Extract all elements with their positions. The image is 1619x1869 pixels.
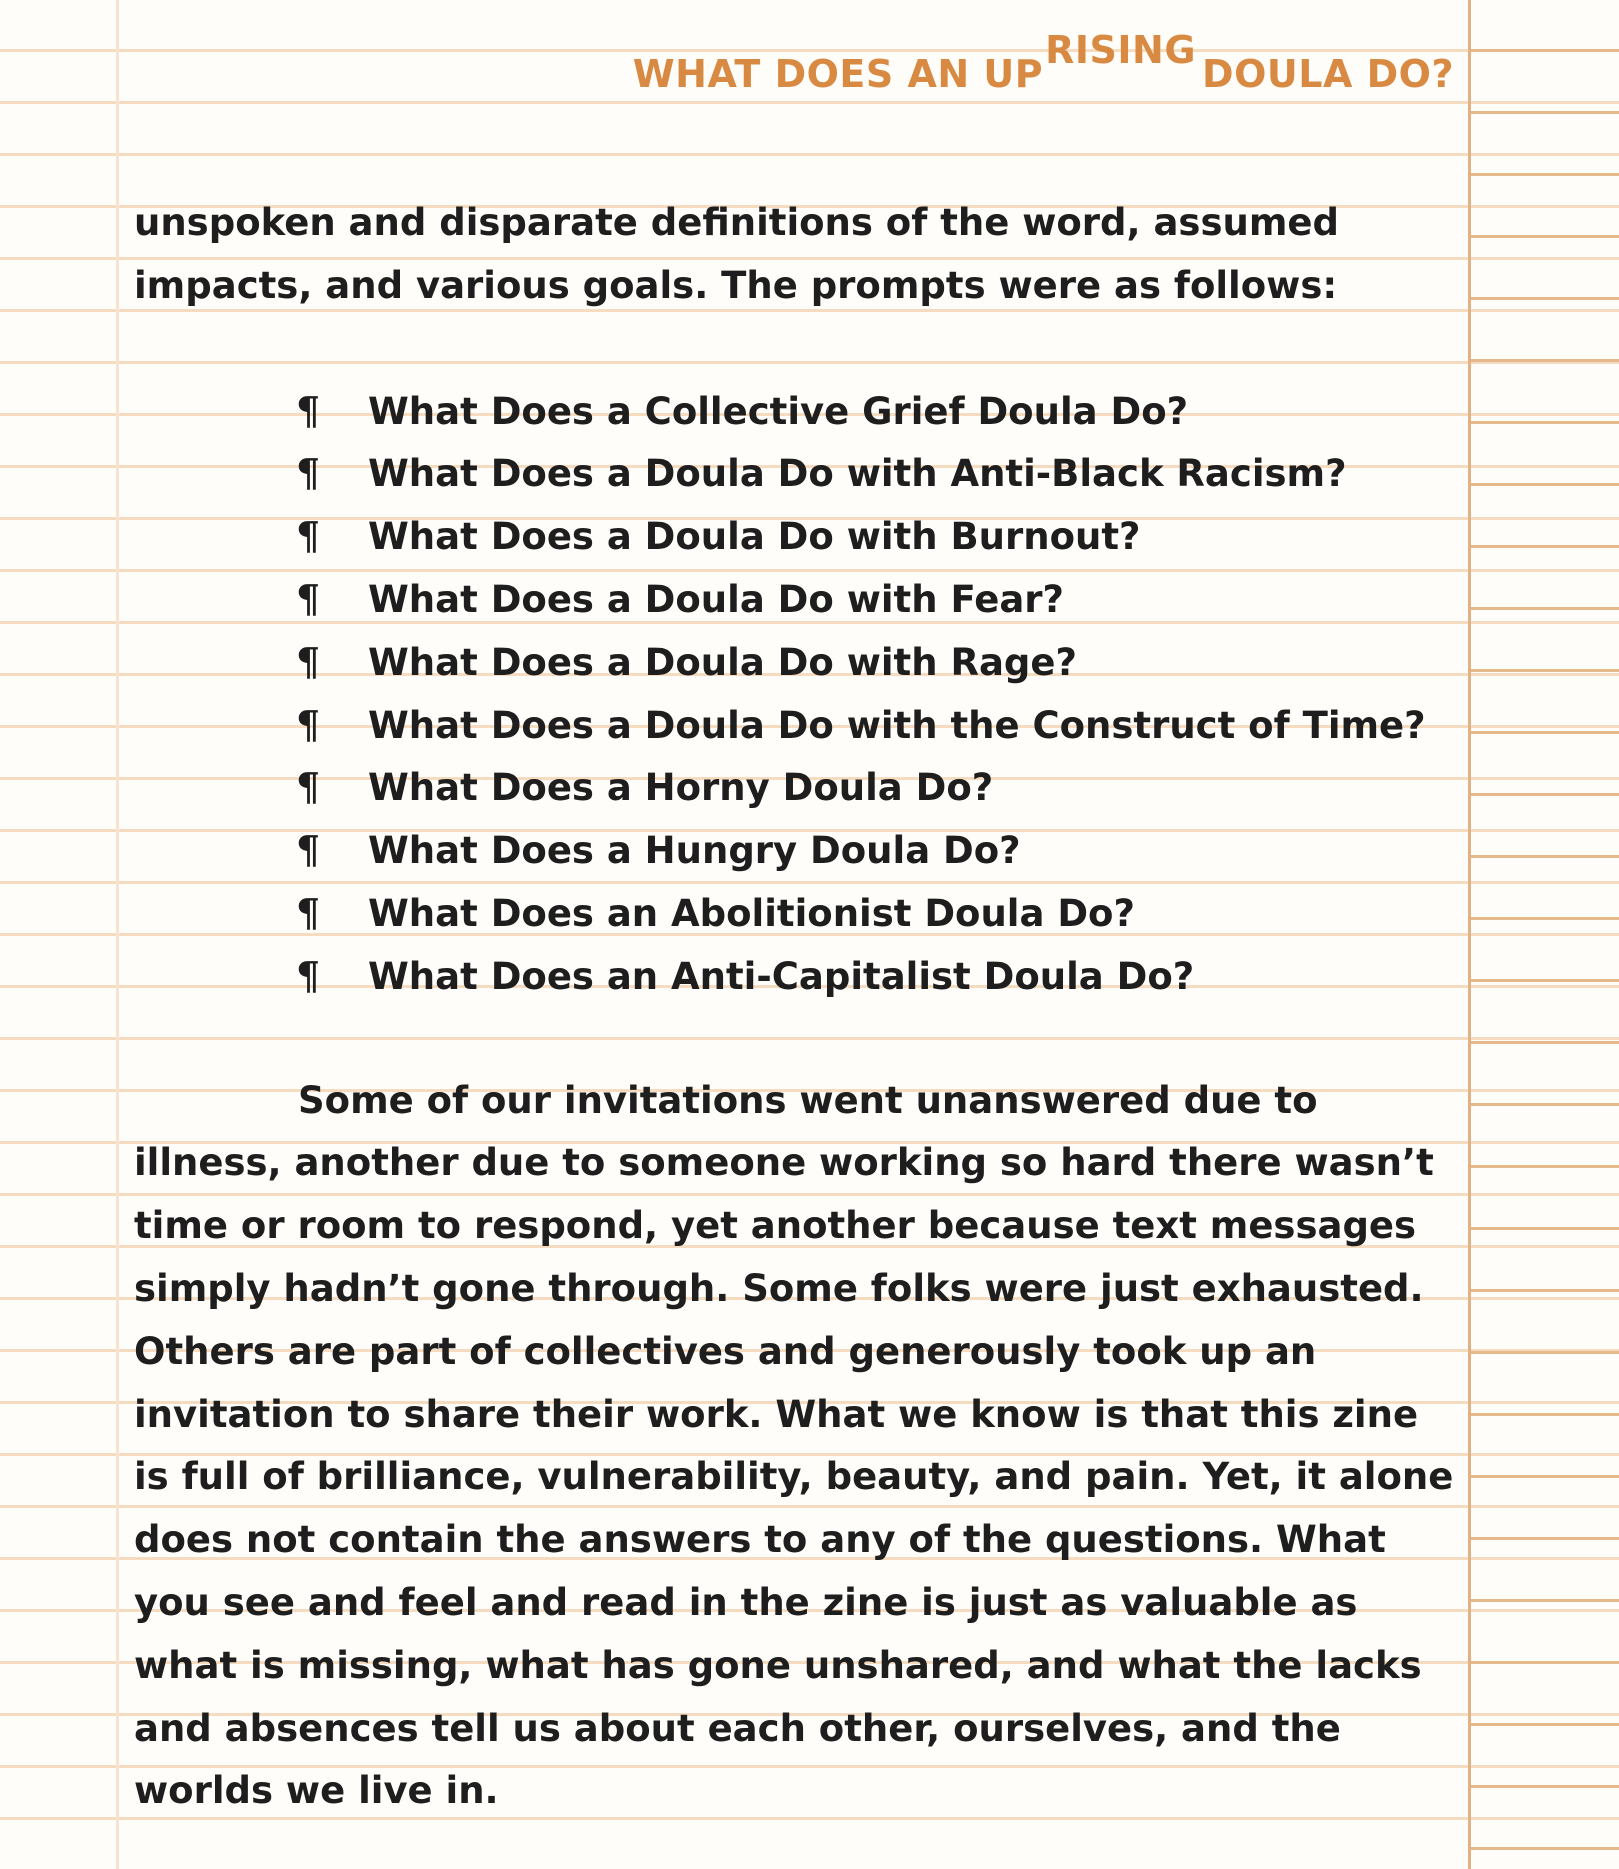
header-title-superscript: RISING xyxy=(1045,28,1197,72)
closing-line: does not contain the answers to any of the questions. What xyxy=(134,1518,1386,1562)
body-text xyxy=(134,192,1464,1823)
pilcrow-icon: ¶ xyxy=(296,952,321,998)
pilcrow-icon: ¶ xyxy=(296,387,321,433)
pilcrow-icon: ¶ xyxy=(296,889,321,935)
list-item xyxy=(134,694,1464,757)
prompt-text: What Does a Hungry Doula Do? xyxy=(368,829,1021,873)
prompt-text: What Does a Doula Do with the Construct of Time? xyxy=(368,703,1426,747)
closing-line: invitation to share their work. What we know is that this zine xyxy=(134,1392,1419,1436)
closing-line: illness, another due to someone working so hard there wasn’t xyxy=(134,1141,1434,1185)
prompt-text: What Does an Anti-Capitalist Doula Do? xyxy=(368,954,1195,998)
list-item xyxy=(134,505,1464,568)
prompt-text: What Does a Doula Do with Burnout? xyxy=(368,515,1141,559)
closing-line-text: Some of our invitations went unanswered due to xyxy=(298,1078,1318,1122)
closing-line: and absences tell us about each other, ourselves, and the xyxy=(134,1706,1341,1750)
pilcrow-icon: ¶ xyxy=(296,701,321,747)
header-title-part2: DOULA DO? xyxy=(1202,52,1454,96)
right-margin-line xyxy=(1468,0,1471,1869)
closing-line: you see and feel and read in the zine is just as valuable as xyxy=(134,1580,1358,1624)
list-item xyxy=(134,756,1464,819)
closing-line: time or room to respond, yet another because text messages xyxy=(134,1204,1417,1248)
prompt-text: What Does a Doula Do with Rage? xyxy=(368,640,1077,684)
list-item xyxy=(134,568,1464,631)
intro-line: impacts, and various goals. The prompts were as follows: xyxy=(134,263,1338,307)
closing-line xyxy=(134,1070,1464,1133)
pilcrow-icon: ¶ xyxy=(296,450,321,496)
pilcrow-icon: ¶ xyxy=(296,575,321,621)
page-header xyxy=(632,28,1454,96)
prompt-text: What Does a Horny Doula Do? xyxy=(368,766,994,810)
header-title-part1: WHAT DOES AN UP xyxy=(632,52,1044,96)
list-item xyxy=(134,380,1464,443)
intro-line: unspoken and disparate definitions of the word, assumed xyxy=(134,201,1339,244)
prompt-text: What Does a Doula Do with Fear? xyxy=(368,577,1065,621)
pilcrow-icon: ¶ xyxy=(296,638,321,684)
right-margin-strip xyxy=(1471,0,1619,1869)
closing-line: what is missing, what has gone unshared, and what the lacks xyxy=(134,1643,1422,1687)
closing-line: worlds we live in. xyxy=(134,1769,499,1813)
prompt-text: What Does a Collective Grief Doula Do? xyxy=(368,389,1189,433)
list-item xyxy=(134,945,1464,1008)
list-item xyxy=(134,442,1464,505)
list-item xyxy=(134,631,1464,694)
closing-line: is full of brilliance, vulnerability, beauty, and pain. Yet, it alone xyxy=(134,1455,1454,1499)
prompt-list xyxy=(134,380,1464,1008)
list-item xyxy=(134,819,1464,882)
closing-line: simply hadn’t gone through. Some folks were just exhausted. xyxy=(134,1266,1424,1310)
intro-paragraph xyxy=(134,192,1464,318)
left-margin-line xyxy=(116,0,119,1869)
prompt-text: What Does a Doula Do with Anti-Black Racism? xyxy=(368,452,1347,496)
list-item xyxy=(134,882,1464,945)
prompt-text: What Does an Abolitionist Doula Do? xyxy=(368,891,1135,935)
closing-paragraph xyxy=(134,1070,1464,1824)
pilcrow-icon: ¶ xyxy=(296,764,321,810)
pilcrow-icon: ¶ xyxy=(296,513,321,559)
closing-line: Others are part of collectives and generously took up an xyxy=(134,1329,1317,1373)
pilcrow-icon: ¶ xyxy=(296,827,321,873)
